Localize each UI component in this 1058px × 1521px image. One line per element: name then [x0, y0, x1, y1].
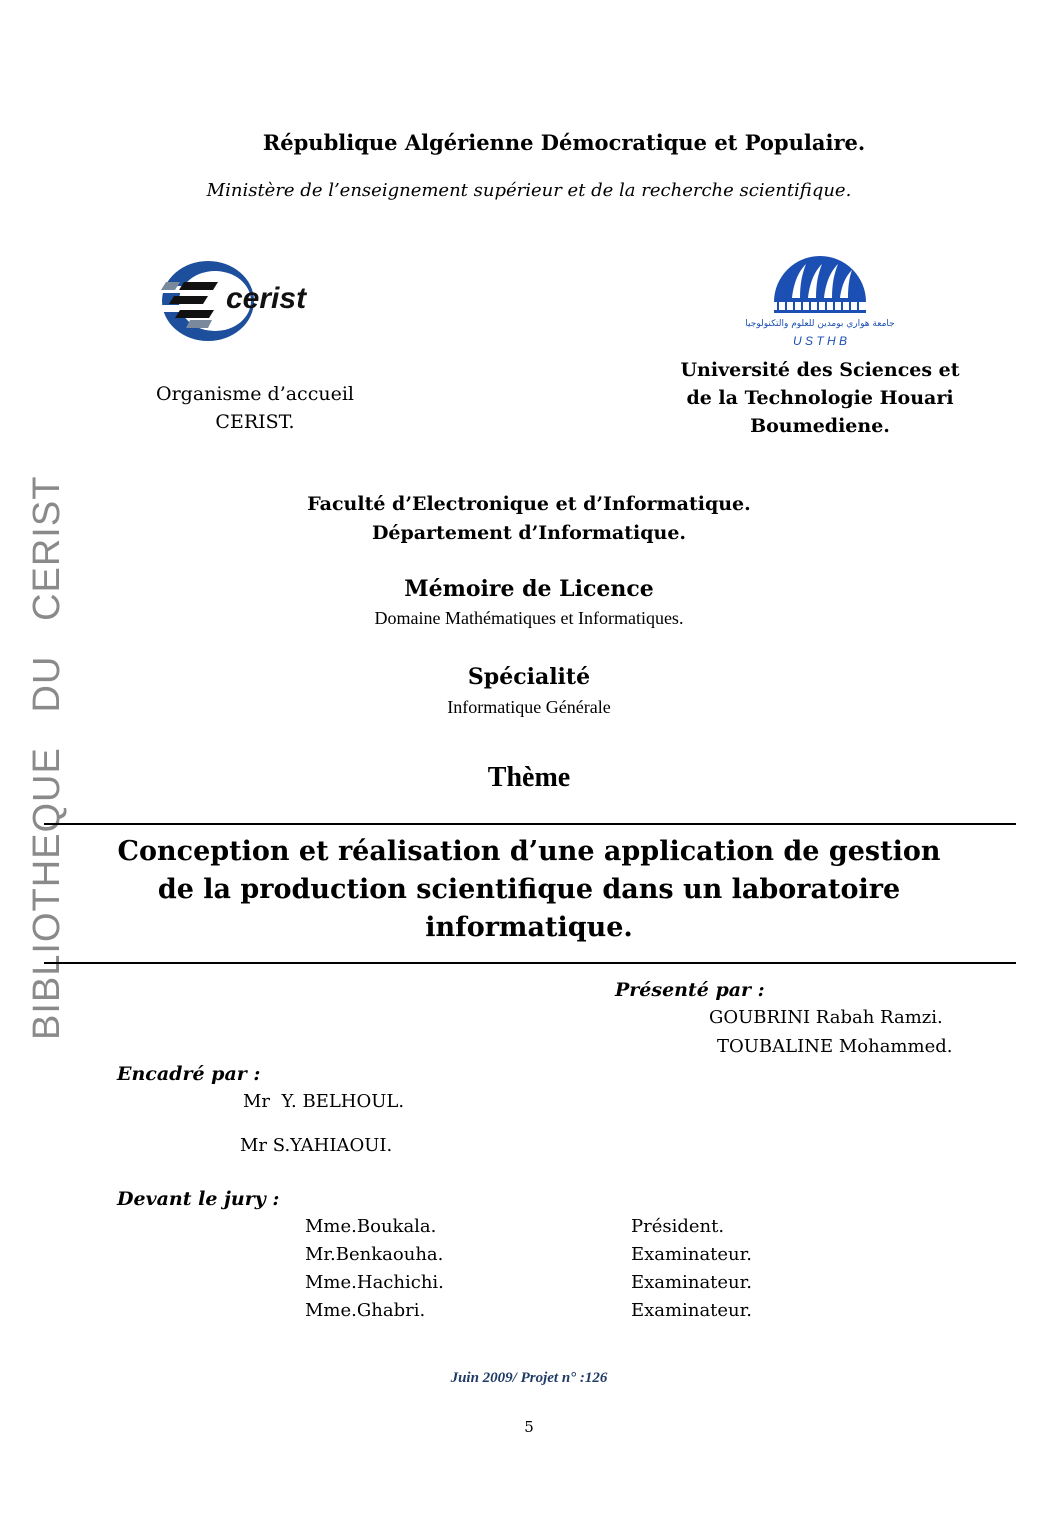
usthb-logo-graphic: [745, 250, 895, 350]
jury-member-role: Examinateur.: [631, 1300, 752, 1321]
memoire-domain: Domaine Mathématiques et Informatiques.: [374, 608, 684, 628]
jury-member-name: Mme.Hachichi.: [305, 1272, 444, 1293]
thesis-title-line-1: Conception et réalisation d’une application de gestion: [117, 836, 941, 867]
jury-member-name: Mme.Ghabri.: [305, 1300, 426, 1321]
usthb-logo-arabic: جامعة هواري بومدين للعلوم والتكنولوجيا: [745, 319, 895, 329]
thesis-title: [90, 833, 968, 947]
divider-top: [44, 823, 1016, 825]
jury-member-role: Président.: [631, 1216, 725, 1237]
jury-member-name: Mr.Benkaouha.: [305, 1244, 444, 1265]
ministry-heading: Ministère de l’enseignement supérieur et de la recherche scientifique.: [206, 180, 852, 201]
host-label: Organisme d’accueil: [156, 383, 354, 405]
university-name: [660, 356, 980, 440]
speciality-title: Spécialité: [467, 664, 591, 690]
thesis-title-line-2: de la production scientifique dans un laboratoire: [157, 874, 901, 905]
supervisor-name: Mr S.YAHIAOUI.: [240, 1135, 393, 1156]
jury-member-role: Examinateur.: [631, 1272, 752, 1293]
jury-member-name: Mme.Boukala.: [305, 1216, 437, 1237]
university-line-1: Université des Sciences et: [680, 359, 960, 381]
author-name: TOUBALINE Mohammed.: [717, 1036, 953, 1057]
jury-member-role: Examinateur.: [631, 1244, 752, 1265]
cerist-logo-graphic: [160, 258, 335, 344]
university-line-3: Boumediene.: [750, 415, 890, 437]
faculty-name: Faculté d’Electronique et d’Informatique.: [307, 493, 751, 515]
presented-by-label: Présenté par :: [615, 979, 765, 1001]
author-name: GOUBRINI Rabah Ramzi.: [709, 1007, 943, 1028]
thesis-title-line-3: informatique.: [425, 912, 633, 943]
memoire-title: Mémoire de Licence: [404, 576, 654, 602]
page-number: 5: [524, 1418, 534, 1436]
jury-label: Devant le jury :: [117, 1188, 280, 1210]
host-organization: [120, 380, 390, 436]
university-line-2: de la Technologie Houari: [686, 387, 954, 409]
usthb-logo: [745, 250, 895, 350]
republic-heading: République Algérienne Démocratique et Populaire.: [262, 130, 866, 155]
speciality-value: Informatique Générale: [447, 697, 611, 717]
cerist-logo-text: cerist: [226, 282, 307, 315]
cerist-logo: [160, 258, 335, 344]
side-watermark: BIBLIOTHEQUE DU CERIST: [26, 475, 68, 1040]
theme-label: Thème: [487, 762, 571, 793]
host-name: CERIST.: [215, 411, 295, 433]
faculty-block: [0, 490, 1058, 548]
footer-project: Juin 2009/ Projet n° :126: [450, 1370, 608, 1386]
divider-bottom: [44, 962, 1016, 964]
supervised-by-label: Encadré par :: [117, 1063, 261, 1085]
department-name: Département d’Informatique.: [371, 522, 687, 544]
supervisor-name: Mr Y. BELHOUL.: [243, 1091, 405, 1112]
usthb-logo-letters: U S T H B: [792, 334, 848, 348]
